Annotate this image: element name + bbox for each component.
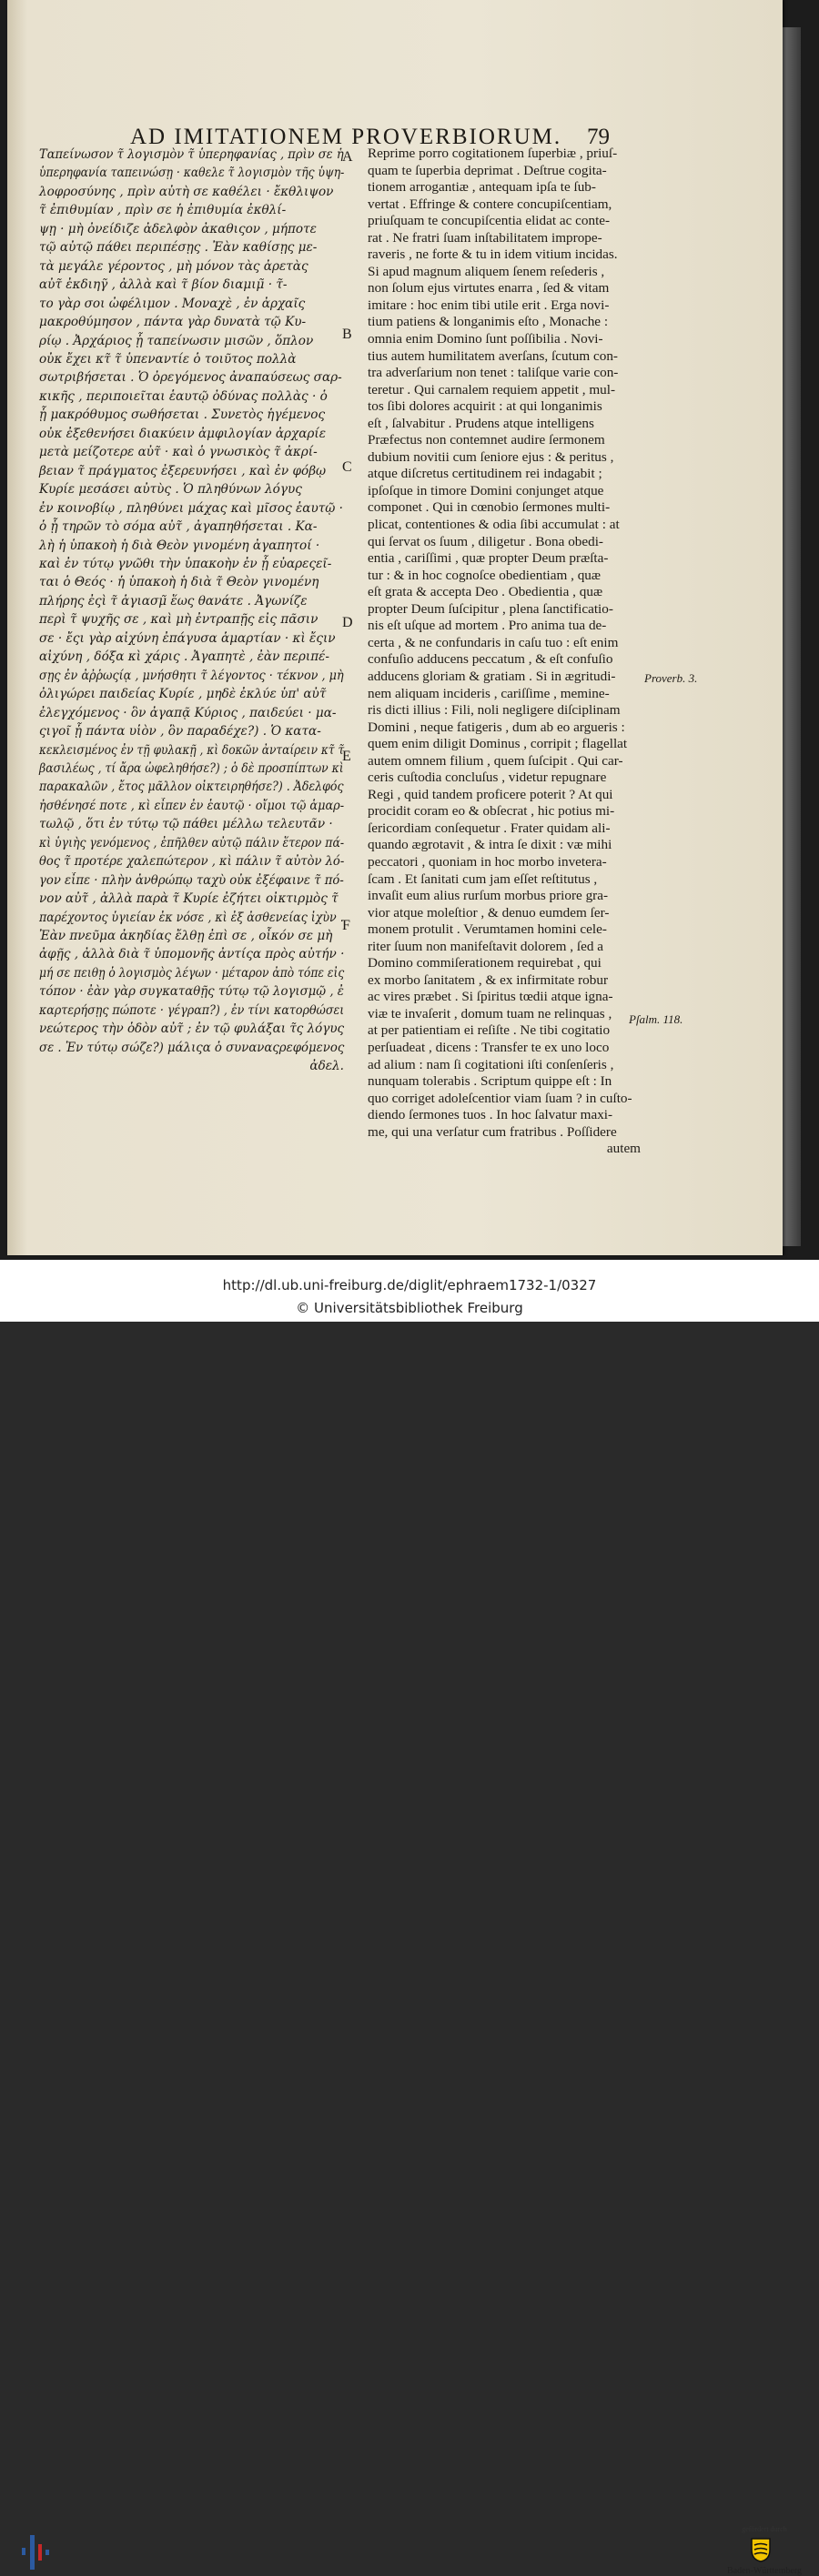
latin-text-line: non ſolum ejus virtutes enarra , ſed & vitam	[368, 280, 610, 297]
greek-text-line: Ἐὰν πνεῦμα ἀκηδίας ἔλθῃ ἐπὶ σε , οἶκόν σε μὴ	[39, 929, 333, 944]
greek-text-line: σῃς ἐν ἀῤῥωςίᾳ , μνήσθητι τ̃ λέγοντος · τέκνον , μὴ	[39, 668, 344, 683]
greek-text-line: ὁ ᾗ τηρῶν τὸ σόμα αὐτ̃ , ἀγαπηθήσεται . Κα-	[39, 519, 318, 535]
latin-text-line: dubium novitii cum ſeniore ejus : & peritus ,	[368, 448, 614, 465]
latin-text-line: quando ægrotavit , & intra ſe dixit : væ mihi	[368, 837, 612, 853]
sponsor-label: gefördert durch	[742, 2525, 787, 2533]
latin-text-line: vertat . Effringe & contere concupiſcentiam,	[368, 196, 612, 212]
latin-text-line: omnia enim Domino ſunt poſſibilia . Novi-	[368, 331, 603, 347]
latin-text-line: eſt , ſalvabitur . Prudens atque intelligens	[368, 415, 594, 431]
latin-text-line: ſericordiam conſequetur . Frater quidam ali-	[368, 820, 611, 836]
latin-text-line: me, qui una verſatur cum fratribus . Poſſidere	[368, 1123, 617, 1140]
greek-text-line: τ̃ ἐπιθυμίαν , πρὶν σε ἡ ἐπιθυμία ἐκθλί-	[39, 203, 287, 218]
latin-text-line: ris dicti illius : Fili, noli negligere diſciplinam	[368, 702, 621, 719]
section-letter-b: B	[342, 327, 352, 342]
section-letter-f: F	[342, 918, 350, 933]
greek-text-line: ἀφῇς , ἀλλὰ διὰ τ̃ ὑπομονῆς ἀντίςα πρὸς αὐτήν ·	[39, 947, 345, 962]
latin-text-line: Si apud magnum aliquem ſenem reſederis ,	[368, 263, 605, 279]
latin-text-line: tius autem humilitatem averſans, ſcutum con-	[368, 347, 618, 364]
greek-text-line: κὶ ὑγιὴς γενόμενος , ἐπῆλθεν αὐτῷ πάλιν ἕτερον πά-	[39, 835, 345, 850]
running-title: AD IMITATIONEM PROVERBIORUM.	[130, 125, 562, 149]
latin-text-line: at per patientiam ei reſiſte . Ne tibi cogitatio	[368, 1022, 611, 1039]
latin-text-line: ceris cuſtodia concluſus , videtur repugnare	[368, 770, 607, 786]
greek-text-line: σε · ἔςι γὰρ αἰχύνη ἐπάγυσα ἁμαρτίαν · κὶ ἔςιν	[39, 630, 336, 646]
latin-text-line: ex morbo ſanitatem , & ex infirmitate robur	[368, 971, 609, 988]
latin-text-line: riter ſuum non manifeſtavit dolorem , ſed a	[368, 938, 603, 954]
latin-text-line: nem aliquam incideris , cariſſime , memine-	[368, 685, 610, 701]
latin-text-line: adducens gloriam & gratiam . Si in ægritudi-	[368, 668, 616, 684]
greek-text-line: ἐν κοινοβίῳ , πληθύνει μάχας καὶ μῖσος ἑαυτῷ ·	[39, 500, 344, 516]
greek-text-line: μακροθύμησον , πάντα γὰρ δυνατὰ τῷ Κυ-	[39, 315, 307, 330]
greek-text-line: τὰ μεγάλε γέροντος , μὴ μόνον τὰς ἀρετὰς	[39, 258, 308, 274]
latin-text-line: teretur . Qui carnalem requiem appetit , mul-	[368, 381, 616, 397]
greek-text-line: παρέχοντος ὑγιείαν ἐκ νόσε , κὶ ἐξ ἀσθενείας ἰχὺν .	[39, 910, 344, 925]
latin-text-line: autem	[606, 1141, 641, 1157]
latin-text-line: tra adverſarium non tenet : taliſque varie con-	[368, 365, 619, 381]
greek-text-line: μετὰ μείζοτερε αὐτ̃ · καὶ ὁ γνωσικὸς τ̃ ἀκρί-	[39, 445, 318, 460]
latin-text-line: rat . Ne fratri ſuam inſtabilitatem imprope-	[368, 229, 602, 246]
latin-text-line: ac vires præbet . Si ſpiritus tœdii atque igna-	[368, 989, 613, 1005]
greek-text-line: ὀλιγώρει παιδείας Κυρίε , μηδὲ ἐκλύε ὑπ' αὐτ̃	[39, 687, 327, 702]
section-letter-e: E	[342, 749, 351, 764]
greek-text-line: ἠσθένησέ ποτε , κὶ εἶπεν ἐν ἑαυτῷ · οἴμοι τῷ ἁμαρ-	[39, 798, 345, 813]
latin-text-line: plicat, contentiones & odia ſibi accumulat : at	[368, 517, 620, 533]
latin-text-line: peccatori , quoniam in hoc morbo invetera-	[368, 853, 607, 870]
latin-text-line: atque diſcretus certitudinem rei indagabit ;	[368, 466, 602, 482]
greek-text-line: ςιγοῖ ᾗ πάντα υἱὸν , ὃν παραδέχε?) . Ὁ κατα-	[39, 724, 321, 740]
latin-text-line: ipſoſque in timore Domini conjunget atque	[368, 482, 604, 498]
latin-text-line: Domini , neque fatigeris , dum ab eo argueris :	[368, 719, 625, 735]
latin-text-line: eſt grata & accepta Deo . Obedientia , quæ	[368, 584, 603, 600]
latin-text-line: ad alium : nam ſi cogitationi iſti conſenſeris ,	[368, 1056, 614, 1072]
greek-text-line: λοφροσύνης , πρὶν αὐτὴ σε καθέλει · ἔκθλιψον	[39, 184, 334, 199]
latin-text-line: quo corriget adoleſcentior viam ſuam ? in cuſto-	[368, 1090, 632, 1106]
greek-text-line: βειαν τ̃ πράγματος ἐξερευνήσει , καὶ ἐν φόβῳ	[39, 463, 327, 478]
latin-text-line: priuſquam te concupiſcentia elidat ac conte-	[368, 213, 611, 229]
greek-text-line: νεώτερος τὴν ὁδὸν αὐτ̃ ; ἐν τῷ φυλάξαι τ̃ς λόγυς	[39, 1021, 345, 1037]
page-edge	[783, 27, 801, 1246]
latin-text-line: tionem arrogantiæ , antequam ipſa te ſub-	[368, 179, 596, 196]
latin-text-line: imitare : hoc enim tibi utile erit . Erga novi-	[368, 297, 610, 313]
section-letter-c: C	[342, 459, 352, 475]
latin-text-line: monem protulit . Verumtamen homini cele-	[368, 921, 607, 938]
latin-text-line: perſuadeat , dicens : Transfer te ex uno loco	[368, 1039, 610, 1055]
latin-text-line: autem omnem filium , quem ſuſcipit . Qui car-	[368, 752, 623, 769]
greek-text-line: σωτριβήσεται . Ὁ ὀρεγόμενος ἀναπαύσεως σαρ-	[39, 370, 342, 386]
greek-text-line: τωλῷ , ὅτι ἐν τύτῳ τῷ πάθει μέλλω τελευτᾶν ·	[39, 817, 333, 832]
greek-text-line: κεκλεισμένος ἐν τῇ φυλακῇ , κὶ δοκῶν ἀνταίρειν κτ̃ τ̃	[39, 742, 345, 758]
latin-text-line: quem enim diligit Dominus , corripit ; flagellat	[368, 736, 628, 752]
greek-text-line: θος τ̃ προτέρε χαλεπώτερον , κὶ πάλιν τ̃ αὐτὸν λό-	[39, 854, 345, 870]
greek-text-line: καὶ ἐν τύτῳ γνῶθι τὴν ὑπακοὴν ἐν ᾗ εὐαρεςεῖ-	[39, 556, 332, 571]
section-letter-a: A	[342, 149, 353, 165]
greek-text-line: ἐλεγχόμενος · ὃν ἀγαπᾷ Κύριος , παιδεύει · μα-	[39, 705, 337, 720]
greek-text-line: περὶ τ̃ ψυχῆς σε , καὶ μὴ ἐντραπῇς εἰς πᾶσιν	[39, 612, 318, 628]
university-library-logo	[22, 2531, 49, 2573]
greek-text-line: ἀδελ.	[309, 1059, 344, 1074]
greek-text-line: Κυρίε μεσάσει αὐτὺς . Ὁ πληθύνων λόγυς	[39, 482, 302, 498]
greek-text-line: ὑπερηφανία ταπεινώσῃ · καθελε τ̃ λογισμὸν τῆς ὑψη-	[39, 166, 345, 181]
margin-note-proverb: Proverb. 3.	[644, 671, 698, 685]
latin-text-column	[368, 146, 641, 1158]
greek-text-line: σε . Ἐν τύτῳ σώζε?) μάλιςα ὁ συναναςρεφόμενος	[39, 1040, 345, 1055]
latin-text-line: tium patiens & longanimis eſto , Monache :	[368, 314, 609, 330]
copyright-notice: © Universitätsbibliothek Freiburg	[296, 1300, 523, 1316]
latin-text-line: quam te ſuperbia deprimat . Deſtrue cogita-	[368, 162, 607, 178]
latin-text-line: nis eſt uſque ad mortem . Pro anima tua de-	[368, 618, 607, 634]
greek-text-line: μή σε πειθῃ ὁ λογισμὸς λέγων · μέταρον ἀπὸ τόπε εἰς	[39, 965, 345, 981]
greek-text-line: αἰχύνη , δόξα κὶ χάρις . Ἀγαπητὲ , ἐὰν περιπέ-	[39, 649, 330, 665]
greek-text-line: κικῆς , περιποιεῖται ἑαυτῷ ὀδύνας πολλὰς · ὁ	[39, 388, 328, 404]
greek-text-line: ρίῳ . Ἀρχάριος ᾗ ταπείνωσιν μισῶν , ὅπλον	[39, 333, 314, 348]
latin-text-line: tur : & in hoc cognoſce obedientiam , quæ	[368, 567, 602, 583]
greek-text-line: ται ὁ Θεός · ἡ ὑπακοὴ ἡ διὰ τ̃ Θεὸν γινομένη	[39, 575, 319, 590]
greek-text-line: οὐκ ἔχει κτ̃ τ̃ ὑπεναντίε ὁ τοιῦτος πολλὰ	[39, 351, 297, 367]
margin-note-psalm: Pſalm. 118.	[629, 1012, 683, 1026]
latin-text-line: propter Deum ſuſcipitur , plena ſanctificatio-	[368, 600, 613, 617]
document-url-link[interactable]: http://dl.ub.uni-freiburg.de/diglit/ephraem1732-1/0327	[222, 1277, 597, 1293]
greek-text-line: αὐτ̃ ἐκδιηγ̃ , ἀλλὰ καὶ τ̃ βίον διαμιμ̃ · τ̃-	[39, 277, 288, 293]
latin-text-line: vior atque moleſtior , & denuo eumdem ſer-	[368, 904, 610, 921]
latin-text-line: invaſit eum alius rurſum morbus priore gra-	[368, 888, 609, 904]
latin-text-line: certa , & ne confundaris in caſu tuo : eſt enim	[368, 634, 619, 650]
greek-text-line: πλήρης ἐςὶ τ̃ ἁγιασμ̃ ἕως θανάτε . Ἀγωνίζε	[39, 593, 308, 609]
greek-text-line: νον αὐτ̃ , ἀλλὰ παρὰ τ̃ Κυρίε ἐζήτει οἰκτιρμὸς τ̃	[39, 891, 339, 907]
latin-text-line: raveris , ne forte & tu in idem vitium incidas.	[368, 247, 618, 263]
latin-text-line: diendo ſermones tuos . In hoc ſalvatur maxi-	[368, 1107, 613, 1123]
page-number: 79	[587, 125, 610, 149]
greek-text-line: οὐκ ἐξεθενήσει διακύειν ἀμφιλογίαν ἀρχαρίε	[39, 426, 327, 441]
greek-text-line: καρτερήσῃς πώποτε · γέγραπ?) , ἐν τίνι κατορθώσει	[39, 1002, 345, 1018]
greek-text-line: λὴ ἡ ὑπακοὴ ἡ διὰ Θεὸν γινομένη ἀγαπητοί ·	[39, 538, 320, 553]
state-crest-icon	[747, 2536, 774, 2563]
section-letter-d: D	[342, 615, 353, 630]
latin-text-line: componet . Qui in cœnobio ſermones multi-	[368, 499, 611, 516]
latin-text-line: Regi , quid tandem proficere poterit ? At qui	[368, 786, 613, 802]
latin-text-line: viæ te invaſerit , domum tuam ne relinquas ,	[368, 1005, 612, 1021]
greek-text-line: τόπον · ἐὰν γὰρ συγκαταθῇς τύτῳ τῷ λογισμῷ , ἐ	[39, 984, 344, 1000]
latin-text-line: entia , cariſſimi , quæ propter Deum præſta-	[368, 550, 609, 567]
latin-text-line: confuſio adducens peccatum , & eſt confuſio	[368, 651, 613, 668]
latin-text-line: Reprime porro cogitationem ſuperbiæ , priuſ-	[368, 146, 618, 161]
latin-text-line: ſcam . Et ſanitati cum jam eſſet reſtitutus ,	[368, 870, 598, 887]
greek-text-line: Ταπείνωσον τ̃ λογισμὸν τ̃ ὑπερηφανίας , πρὶν σε ἡ	[39, 147, 344, 162]
book-page	[7, 0, 783, 1255]
greek-text-line: ᾗ μακρόθυμος σωθήσεται . Συνετὸς ἡγέμενος	[39, 408, 326, 423]
latin-text-line: nunquam tolerabis . Scriptum quippe eſt : In	[368, 1073, 612, 1090]
latin-text-line: procidit coram eo & obſecrat , hic potius mi-	[368, 803, 615, 820]
greek-text-line: βασιλέως , τί ἄρα ὠφεληθήσε?) ; ὁ δὲ προσπίπτων κὶ	[39, 760, 344, 776]
greek-text-line: ψῃ · μὴ ὀνείδιζε ἀδελφὸν ἀκαθιςον , μήποτε	[39, 221, 317, 236]
latin-text-line: Domino commiſerationem requirebat , qui	[368, 955, 602, 971]
greek-text-column	[39, 146, 344, 1076]
latin-text-line: qui ſervat os ſuum , diligetur . Bona obedi-	[368, 533, 603, 549]
greek-text-line: γον εἶπε · πλὴν ἀνθρώπῳ ταχὺ οὐκ ἐξέφαινε τ̃ πό-	[39, 872, 344, 888]
greek-text-line: τῷ αὐτῷ πάθει περιπέσῃς . Ἐὰν καθίσῃς με-	[39, 240, 318, 256]
latin-text-line: Præfectus non contemnet audire ſermonem	[368, 432, 605, 448]
greek-text-line: το γὰρ σοι ὠφέλιμον . Μοναχὲ , ἐν ἀρχαῖς	[39, 296, 306, 311]
greek-text-line: παρακαλῶν , ἔτος μᾶλλον οἰκτειρηθήσε?) . Ἀδελφός	[39, 780, 344, 795]
sponsor-name: Baden-Württemberg	[726, 2566, 802, 2576]
latin-text-line: tos ſibi dolores acquirit : at qui longanimis	[368, 398, 602, 415]
